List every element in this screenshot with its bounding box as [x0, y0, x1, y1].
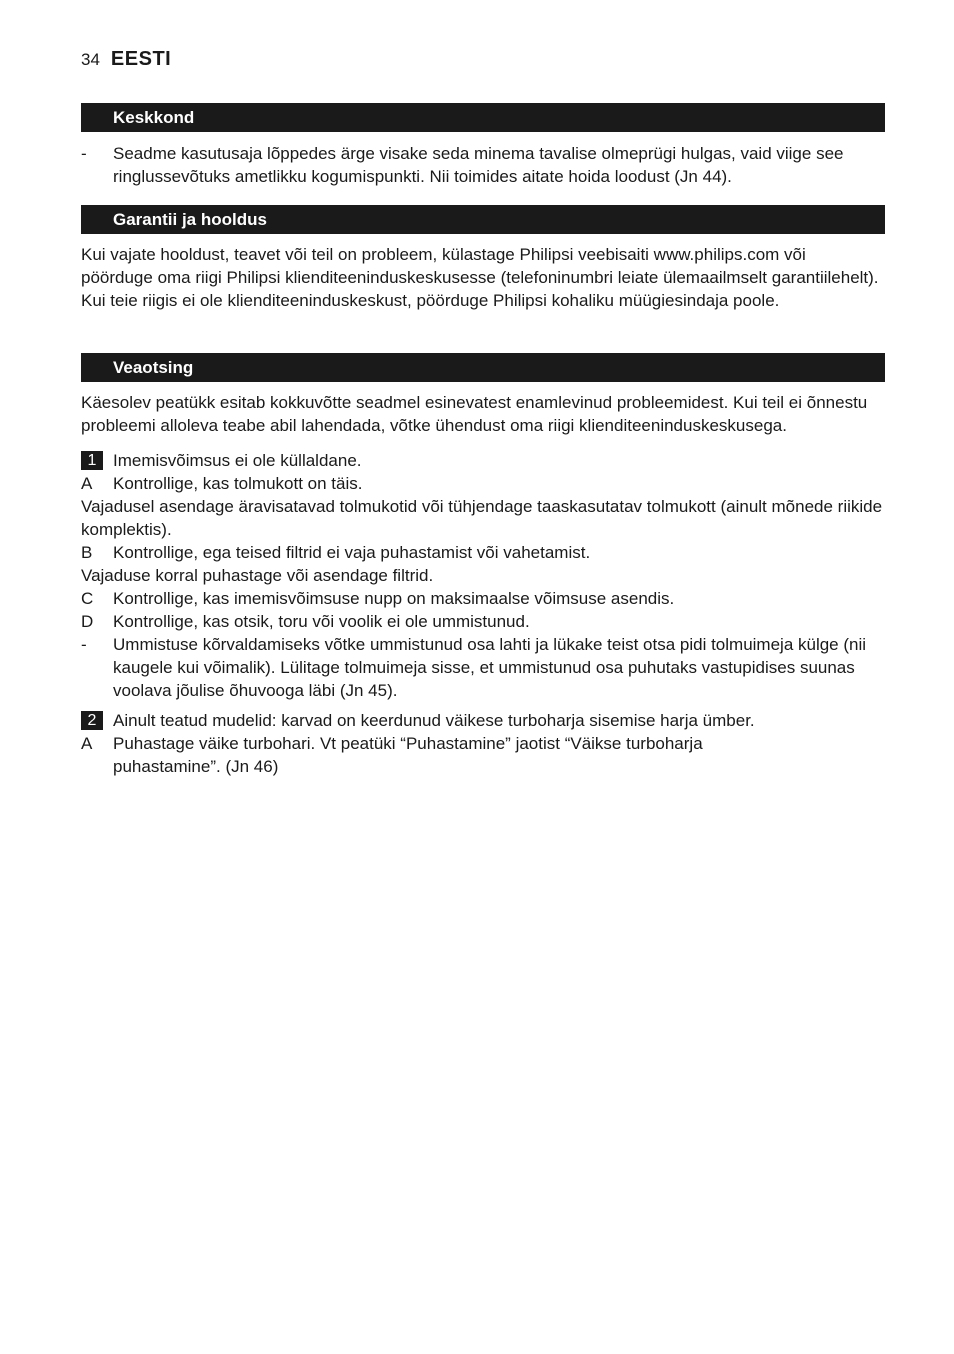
step-1-item-c — [81, 587, 891, 610]
environment-text: Seadme kasutusaja lõppedes ärge visake seda minema tavalise olmeprügi hulgas, vaid viige see ringlussevõtuks ametlikku kogumispunkti. Nii toimides aitate hoida loodust (Jn 44). — [113, 144, 844, 186]
page-header — [81, 48, 171, 71]
step-1-heading — [81, 449, 891, 472]
step-1-item-a — [81, 472, 891, 495]
step-1-item-b — [81, 541, 891, 564]
step-1-title: Imemisvõimsus ei ole küllaldane. — [113, 451, 362, 470]
language-heading: EESTI — [110, 48, 172, 70]
item-text: Ummistuse kõrvaldamiseks võtke ummistunud osa lahti ja lükake teist otsa pidi tolmuimeja külge (nii kaugele kui võimalik). Lülitage tolmuimeja sisse, et ummistunud osa puhutaks vastupidises suunas voolava jõulise õhuvooga läbi (Jn 45). — [113, 635, 867, 700]
bullet-dash: - — [81, 635, 87, 654]
item-text: Kontrollige, kas imemisvõimsuse nupp on maksimaalse võimsuse asendis. — [113, 589, 675, 608]
page-number: 34 — [81, 50, 100, 69]
section-title-troubleshooting: Veaotsing — [81, 353, 885, 382]
step-1-item-dash — [81, 633, 891, 702]
item-text: Kontrollige, kas otsik, toru või voolik ei ole ummistunud. — [113, 612, 530, 631]
step-1-block — [81, 449, 891, 702]
step-1-note-a: Vajadusel asendage äravisatavad tolmukotid või tühjendage taaskasutatav tolmukott (ainult mõnede riikide komplektis). — [81, 497, 883, 539]
step-1-item-d — [81, 610, 891, 633]
bullet-dash: - — [81, 144, 87, 163]
step-number-badge: 2 — [81, 711, 103, 730]
item-text: Puhastage väike turbohari. Vt peatüki “Puhastamine” jaotist “Väikse turboharja puhastamine”. (Jn 46) — [113, 734, 703, 776]
item-label: A — [81, 734, 93, 753]
item-label: A — [81, 474, 93, 493]
section-title-environment: Keskkond — [81, 103, 885, 132]
step-2-heading — [81, 709, 891, 732]
item-label: D — [81, 612, 94, 631]
guarantee-paragraph: Kui vajate hooldust, teavet või teil on probleem, külastage Philipsi veebisaiti www.philips.com või pöörduge oma riigi Philipsi klienditeeninduskeskusesse (telefoninumbri leiate ülemaailmselt garantiilehelt). Kui teie riigis ei ole klienditeeninduskeskust, pöörduge Philipsi kohaliku müügiesindaja poole. — [81, 245, 879, 310]
item-text: Kontrollige, kas tolmukott on täis. — [113, 474, 363, 493]
item-text: Kontrollige, ega teised filtrid ei vaja puhastamist või vahetamist. — [113, 543, 591, 562]
troubleshooting-intro: Käesolev peatükk esitab kokkuvõtte seadmel esinevatest enamlevinud probleemidest. Kui teil ei õnnestu probleemi alloleva teabe abil lahendada, võtke ühendust oma riigi klienditeeninduskeskusega. — [81, 393, 868, 435]
section-title-guarantee: Garantii ja hooldus — [81, 205, 885, 234]
step-1-note-b: Vajaduse korral puhastage või asendage filtrid. — [81, 566, 434, 585]
step-2-item-a — [81, 732, 891, 778]
step-2-title: Ainult teatud mudelid: karvad on keerdunud väikese turboharja sisemise harja ümber. — [113, 711, 755, 730]
step-2-block — [81, 709, 891, 778]
step-number-badge: 1 — [81, 451, 103, 470]
environment-bullet — [81, 142, 891, 188]
item-label: C — [81, 589, 94, 608]
item-label: B — [81, 543, 93, 562]
